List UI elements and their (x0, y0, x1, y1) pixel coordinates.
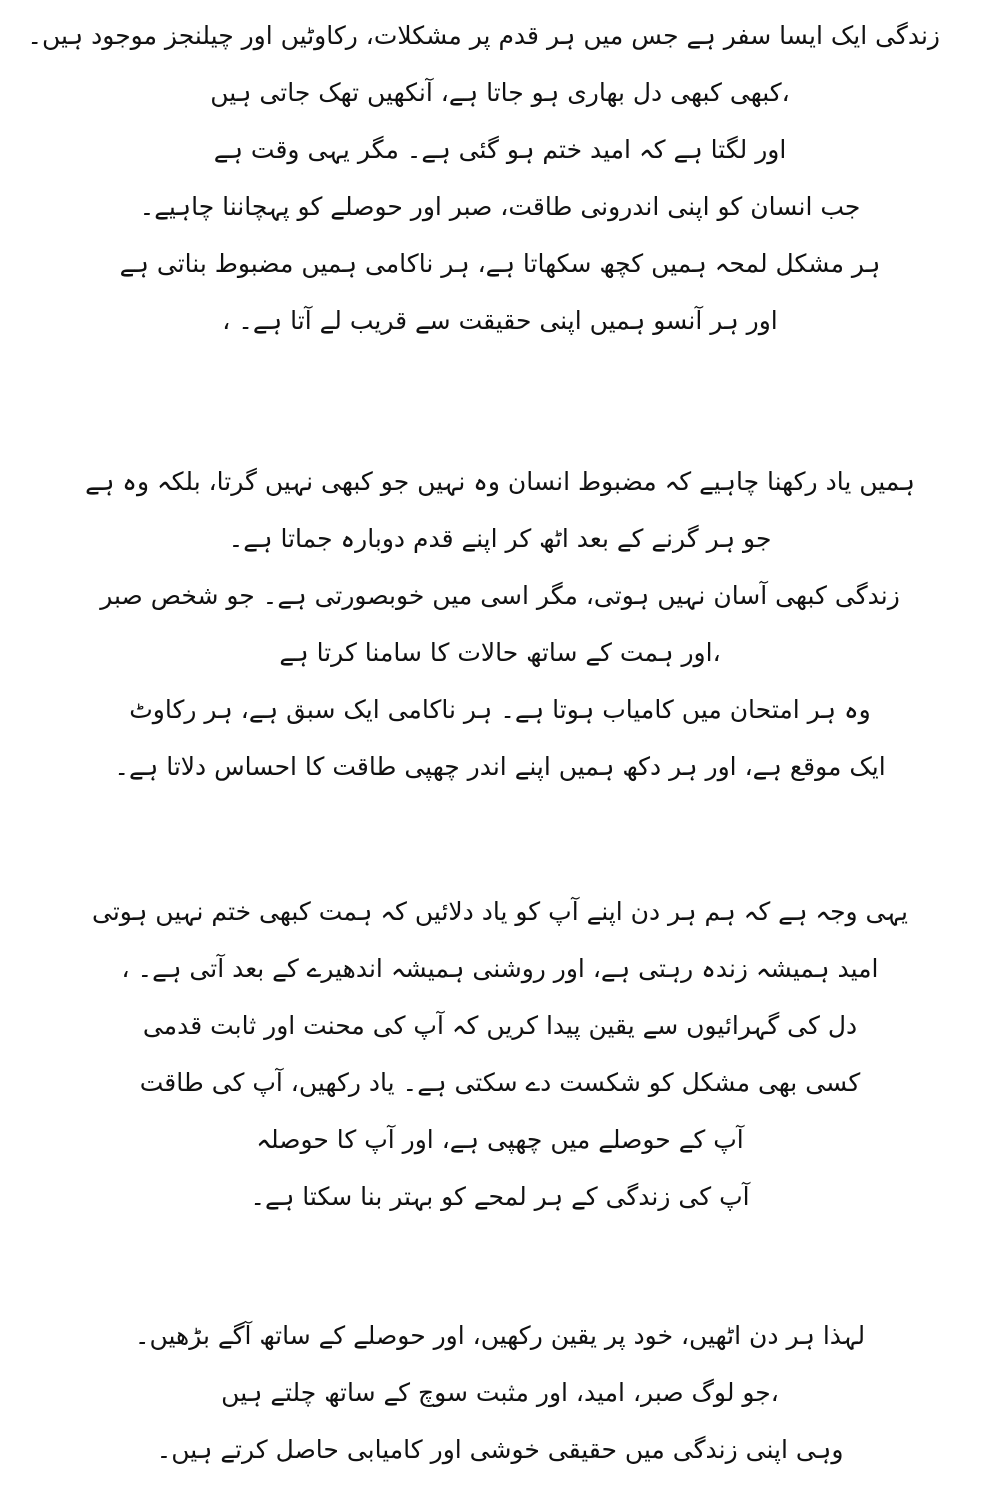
text-line: جب انسان کو اپنی اندرونی طاقت، صبر اور حوصلے کو پہچاننا چاہیے۔ (139, 192, 861, 221)
text-line: جو ہر گرنے کے بعد اٹھ کر اپنے قدم دوبارہ جماتا ہے۔ (228, 524, 772, 553)
text-line: امید ہمیشہ زندہ رہتی ہے، اور روشنی ہمیشہ اندھیرے کے بعد آتی ہے۔ ، (121, 954, 879, 983)
text-line: ہمیں یاد رکھنا چاہیے کہ مضبوط انسان وہ نہیں جو کبھی نہیں گرتا، بلکہ وہ ہے (85, 467, 915, 496)
text-line: ہر مشکل لمحہ ہمیں کچھ سکھاتا ہے، ہر ناکامی ہمیں مضبوط بناتی ہے (119, 249, 881, 278)
text-line: ،کبھی کبھی دل بھاری ہو جاتا ہے، آنکھیں تھک جاتی ہیں (210, 78, 790, 107)
text-line: زندگی ایک ایسا سفر ہے جس میں ہر قدم پر مشکلات، رکاوٹیں اور چیلنجز موجود ہیں۔ (27, 21, 940, 50)
text-line: ایک موقع ہے، اور ہر دکھ ہمیں اپنے اندر چھپی طاقت کا احساس دلاتا ہے۔ (114, 752, 886, 781)
text-line: یہی وجہ ہے کہ ہم ہر دن اپنے آپ کو یاد دلائیں کہ ہمت کبھی ختم نہیں ہوتی (92, 897, 908, 926)
text-line: اور ہر آنسو ہمیں اپنی حقیقت سے قریب لے آتا ہے۔ ، (222, 306, 778, 335)
text-line: آپ کی زندگی کے ہر لمحے کو بہتر بنا سکتا ہے۔ (250, 1182, 750, 1211)
text-line: اور لگتا ہے کہ امید ختم ہو گئی ہے۔ مگر یہی وقت ہے (213, 135, 787, 164)
text-line: آپ کے حوصلے میں چھپی ہے، اور آپ کا حوصلہ (256, 1125, 744, 1154)
text-line: ،اور ہمت کے ساتھ حالات کا سامنا کرتا ہے (279, 638, 721, 667)
text-line: وہ ہر امتحان میں کامیاب ہوتا ہے۔ ہر ناکامی ایک سبق ہے، ہر رکاوٹ (129, 695, 871, 724)
text-line: زندگی کبھی آسان نہیں ہوتی، مگر اسی میں خوبصورتی ہے۔ جو شخص صبر (100, 581, 900, 610)
text-line: دل کی گہرائیوں سے یقین پیدا کریں کہ آپ کی محنت اور ثابت قدمی (142, 1011, 858, 1040)
text-line: کسی بھی مشکل کو شکست دے سکتی ہے۔ یاد رکھیں، آپ کی طاقت (139, 1068, 861, 1097)
text-line: ،جو لوگ صبر، امید، اور مثبت سوچ کے ساتھ چلتے ہیں (221, 1378, 779, 1407)
text-line: وہی اپنی زندگی میں حقیقی خوشی اور کامیابی حاصل کرتے ہیں۔ (156, 1435, 844, 1464)
text-line: لہذا ہر دن اٹھیں، خود پر یقین رکھیں، اور حوصلے کے ساتھ آگے بڑھیں۔ (134, 1321, 866, 1350)
